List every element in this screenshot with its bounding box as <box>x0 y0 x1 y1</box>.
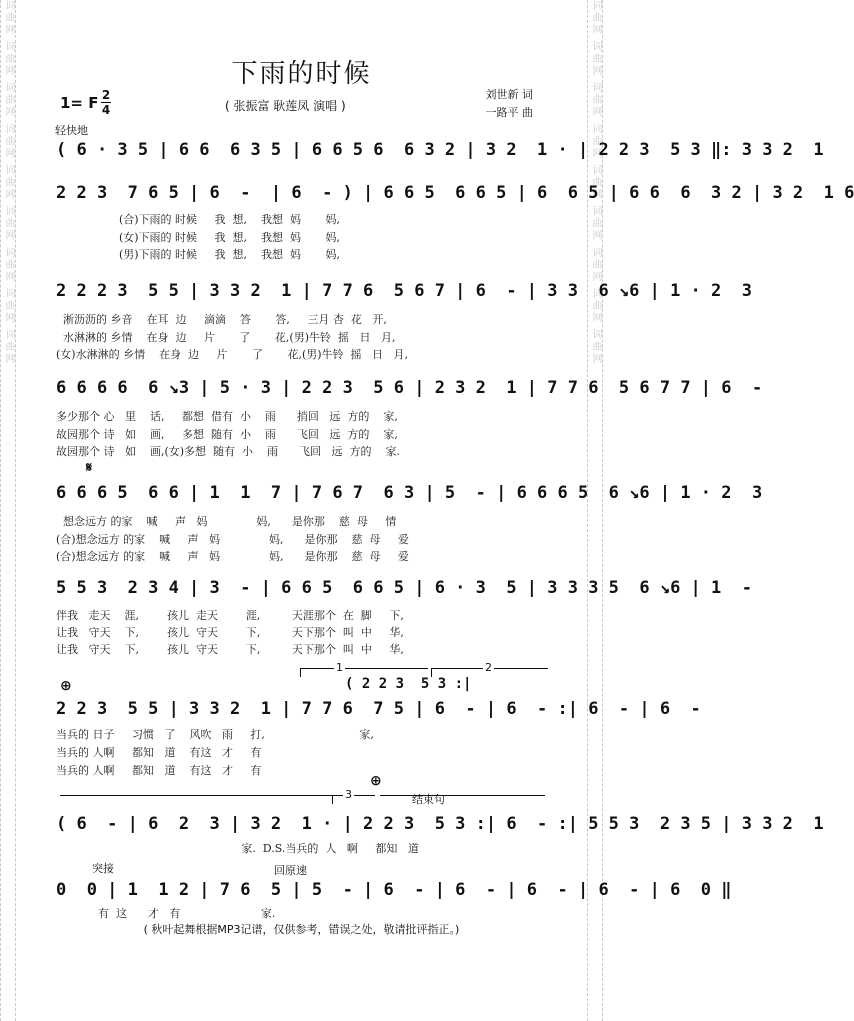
return-tempo-label: 回原速 <box>274 864 307 877</box>
lyric-line: 多少那个 心 里 话, 都想 借有 小 雨 捎回 远 方的 家, <box>56 410 398 423</box>
lyric-line: 有 这 才 有 家. <box>56 907 276 920</box>
coda-sign-2: ⊕ <box>370 773 382 789</box>
key-signature: 1= F <box>60 94 99 112</box>
watermark-right-strip: 词曲网 词曲网 词曲网 词曲网 词曲网 词曲网 词曲网 词曲网 词曲网 <box>587 0 603 1021</box>
notation-line: ( 6 - | 6 2 3 | 3 2 1 · | 2 2 3 5 3 :| 6 - :| 5 5 3 2 3 5 | 3 3 2 1 <box>56 814 824 834</box>
long-bracket <box>60 795 332 804</box>
time-signature-top: 2 <box>101 88 111 102</box>
lyric-line: 故园那个 诗 如 画, 多想 随有 小 雨 飞回 远 方的 家, <box>56 428 398 441</box>
notation-line: 2 2 3 7 6 5 | 6 - | 6 - ) | 6 6 5 6 6 5 | 6 6 5 | 6 6 6 3 2 | 3 2 1 6 <box>56 183 854 203</box>
lyric-line: 淅沥沥的 乡音 在耳 边 滴滴 答 答, 三月 杏 花 开, <box>56 313 387 326</box>
singers-credit: ( 张振富 耿莲凤 演唱 ) <box>225 99 346 113</box>
lyric-line: 想念远方 的家 喊 声 妈 妈, 是你那 慈 母 情 <box>56 515 397 528</box>
segno-sign: 𝄋 <box>86 460 93 476</box>
lyric-line: (男)下雨的 时候 我 想, 我想 妈 妈, <box>56 248 340 261</box>
climb-label: 突接 <box>92 862 114 875</box>
lyric-line: 家. D.S.当兵的 人 啊 都知 道 <box>56 842 419 855</box>
lyric-line: 当兵的 人啊 都知 道 有这 才 有 <box>56 764 262 777</box>
notation-line: 6 6 6 6 6 ↘3 | 5 · 3 | 2 2 3 5 6 | 2 3 2 1 | 7 7 6 5 6 7 7 | 6 - <box>56 378 763 398</box>
notation-line: 5 5 3 2 3 4 | 3 - | 6 6 5 6 6 5 | 6 · 3 5 | 3 3 3 5 6 ↘6 | 1 - <box>56 578 752 598</box>
lyric-line: (女)水淋淋的 乡情 在身 边 片 了 花,(男)牛铃 摇 日 月, <box>56 348 409 361</box>
footnote: ( 秋叶起舞根据MP3记谱，仅供参考，错误之处，敬请批评指正。) <box>143 923 460 936</box>
lyric-line: 让我 守天 下, 孩儿 守天 下, 天下那个 叫 中 华, <box>56 626 404 639</box>
volta-notes: ( 2 2 3 5 3 :| <box>345 676 472 692</box>
lyric-line: 当兵的 日子 习惯 了 风吹 雨 打, 家, <box>56 728 374 741</box>
coda-sign: ⊕ <box>60 678 72 694</box>
time-signature <box>101 89 111 116</box>
lyric-line: (合)想念远方 的家 喊 声 妈 妈, 是你那 慈 母 爱 <box>56 533 409 546</box>
volta-number-2: 2 <box>485 661 492 674</box>
lyric-line: 当兵的 人啊 都知 道 有这 才 有 <box>56 746 262 759</box>
composer-credit: 一路平 曲 <box>485 106 533 119</box>
lyric-line: 伴我 走天 涯, 孩儿 走天 涯, 天涯那个 在 脚 下, <box>56 609 404 622</box>
notation-line: 0 0 | 1 1 2 | 7 6 5 | 5 - | 6 - | 6 - | 6 - | 6 - | 6 0 ‖ <box>56 880 732 900</box>
volta-number-3: 3 <box>345 788 352 801</box>
notation-line: 2 2 3 5 5 | 3 3 2 1 | 7 7 6 7 5 | 6 - | 6 - :| 6 - | 6 - <box>56 699 701 719</box>
lyric-line: 故园那个 诗 如 画,(女)多想 随有 小 雨 飞回 远 方的 家. <box>56 445 400 458</box>
notation-line: 6 6 6 5 6 6 | 1 1 7 | 7 6 7 6 3 | 5 - | 6 6 6 5 6 ↘6 | 1 · 2 3 <box>56 483 763 503</box>
lyric-line: (女)下雨的 时候 我 想, 我想 妈 妈, <box>56 231 340 244</box>
lyric-line: (合)下雨的 时候 我 想, 我想 妈 妈, <box>56 213 340 226</box>
coda-bracket <box>380 795 545 804</box>
song-title: 下雨的时候 <box>231 59 372 89</box>
notation-line: 2 2 2 3 5 5 | 3 3 2 1 | 7 7 6 5 6 7 | 6 - | 3 3 6 ↘6 | 1 · 2 3 <box>56 281 752 301</box>
lyric-line: 水淋淋的 乡情 在身 边 片 了 花,(男)牛铃 摇 日 月, <box>56 331 396 344</box>
tempo-marking: 轻快地 <box>55 124 88 137</box>
notation-line: ( 6 · 3 5 | 6 6 6 3 5 | 6 6 5 6 6 3 2 | 3 2 1 · | 2 2 3 5 3 ‖: 3 3 2 1 <box>56 140 824 160</box>
time-signature-bottom: 4 <box>101 103 111 117</box>
lyric-line: 让我 守天 下, 孩儿 守天 下, 天下那个 叫 中 华, <box>56 643 404 656</box>
lyric-line: (合)想念远方 的家 喊 声 妈 妈, 是你那 慈 母 爱 <box>56 550 409 563</box>
coda-label: 结束句 <box>412 793 445 806</box>
volta-number-1: 1 <box>336 661 343 674</box>
watermark-left-strip: 词曲网 词曲网 词曲网 词曲网 词曲网 词曲网 词曲网 词曲网 词曲网 <box>0 0 16 1021</box>
lyricist-credit: 刘世新 词 <box>485 88 533 101</box>
